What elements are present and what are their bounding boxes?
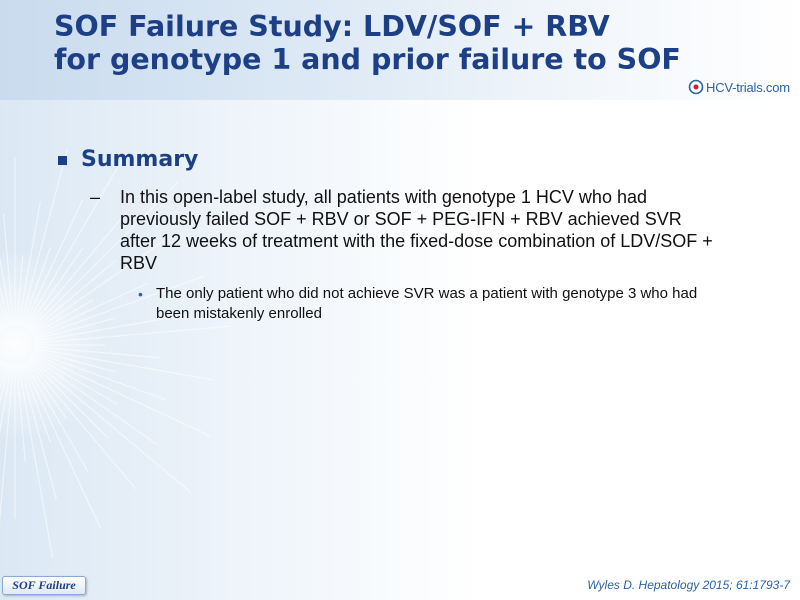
logo-mark-icon (688, 79, 704, 95)
slide-title (54, 10, 681, 76)
square-bullet-icon (58, 156, 67, 165)
logo-text: HCV-trials.com (706, 79, 790, 95)
dash-bullet-icon: – (90, 187, 101, 207)
study-tag-button[interactable] (2, 576, 86, 595)
study-tag-label: SOF Failure (12, 578, 76, 592)
title-line-1: SOF Failure Study: LDV/SOF + RBV (54, 10, 610, 43)
slide-content (58, 142, 758, 324)
summary-point-text: In this open-label study, all patients with genotype 1 HCV who had previously failed SOF + RBV or SOF + PEG-IFN + RBV achieved SVR after 12 weeks of treatment with the fixed-dose combination of LDV/SOF + RBV (120, 187, 713, 273)
summary-point (90, 186, 758, 274)
reference-citation: Wyles D. Hepatology 2015; 61:1793-7 (587, 578, 790, 592)
dot-bullet-icon: • (138, 286, 143, 302)
hcv-trials-logo (688, 77, 790, 97)
sub-point (138, 284, 758, 324)
title-line-2: for genotype 1 and prior failure to SOF (54, 43, 681, 76)
sub-point-text: The only patient who did not achieve SVR was a patient with genotype 3 who had been mistakenly enrolled (156, 285, 698, 322)
summary-heading (58, 142, 758, 176)
summary-heading-text: Summary (81, 146, 199, 172)
